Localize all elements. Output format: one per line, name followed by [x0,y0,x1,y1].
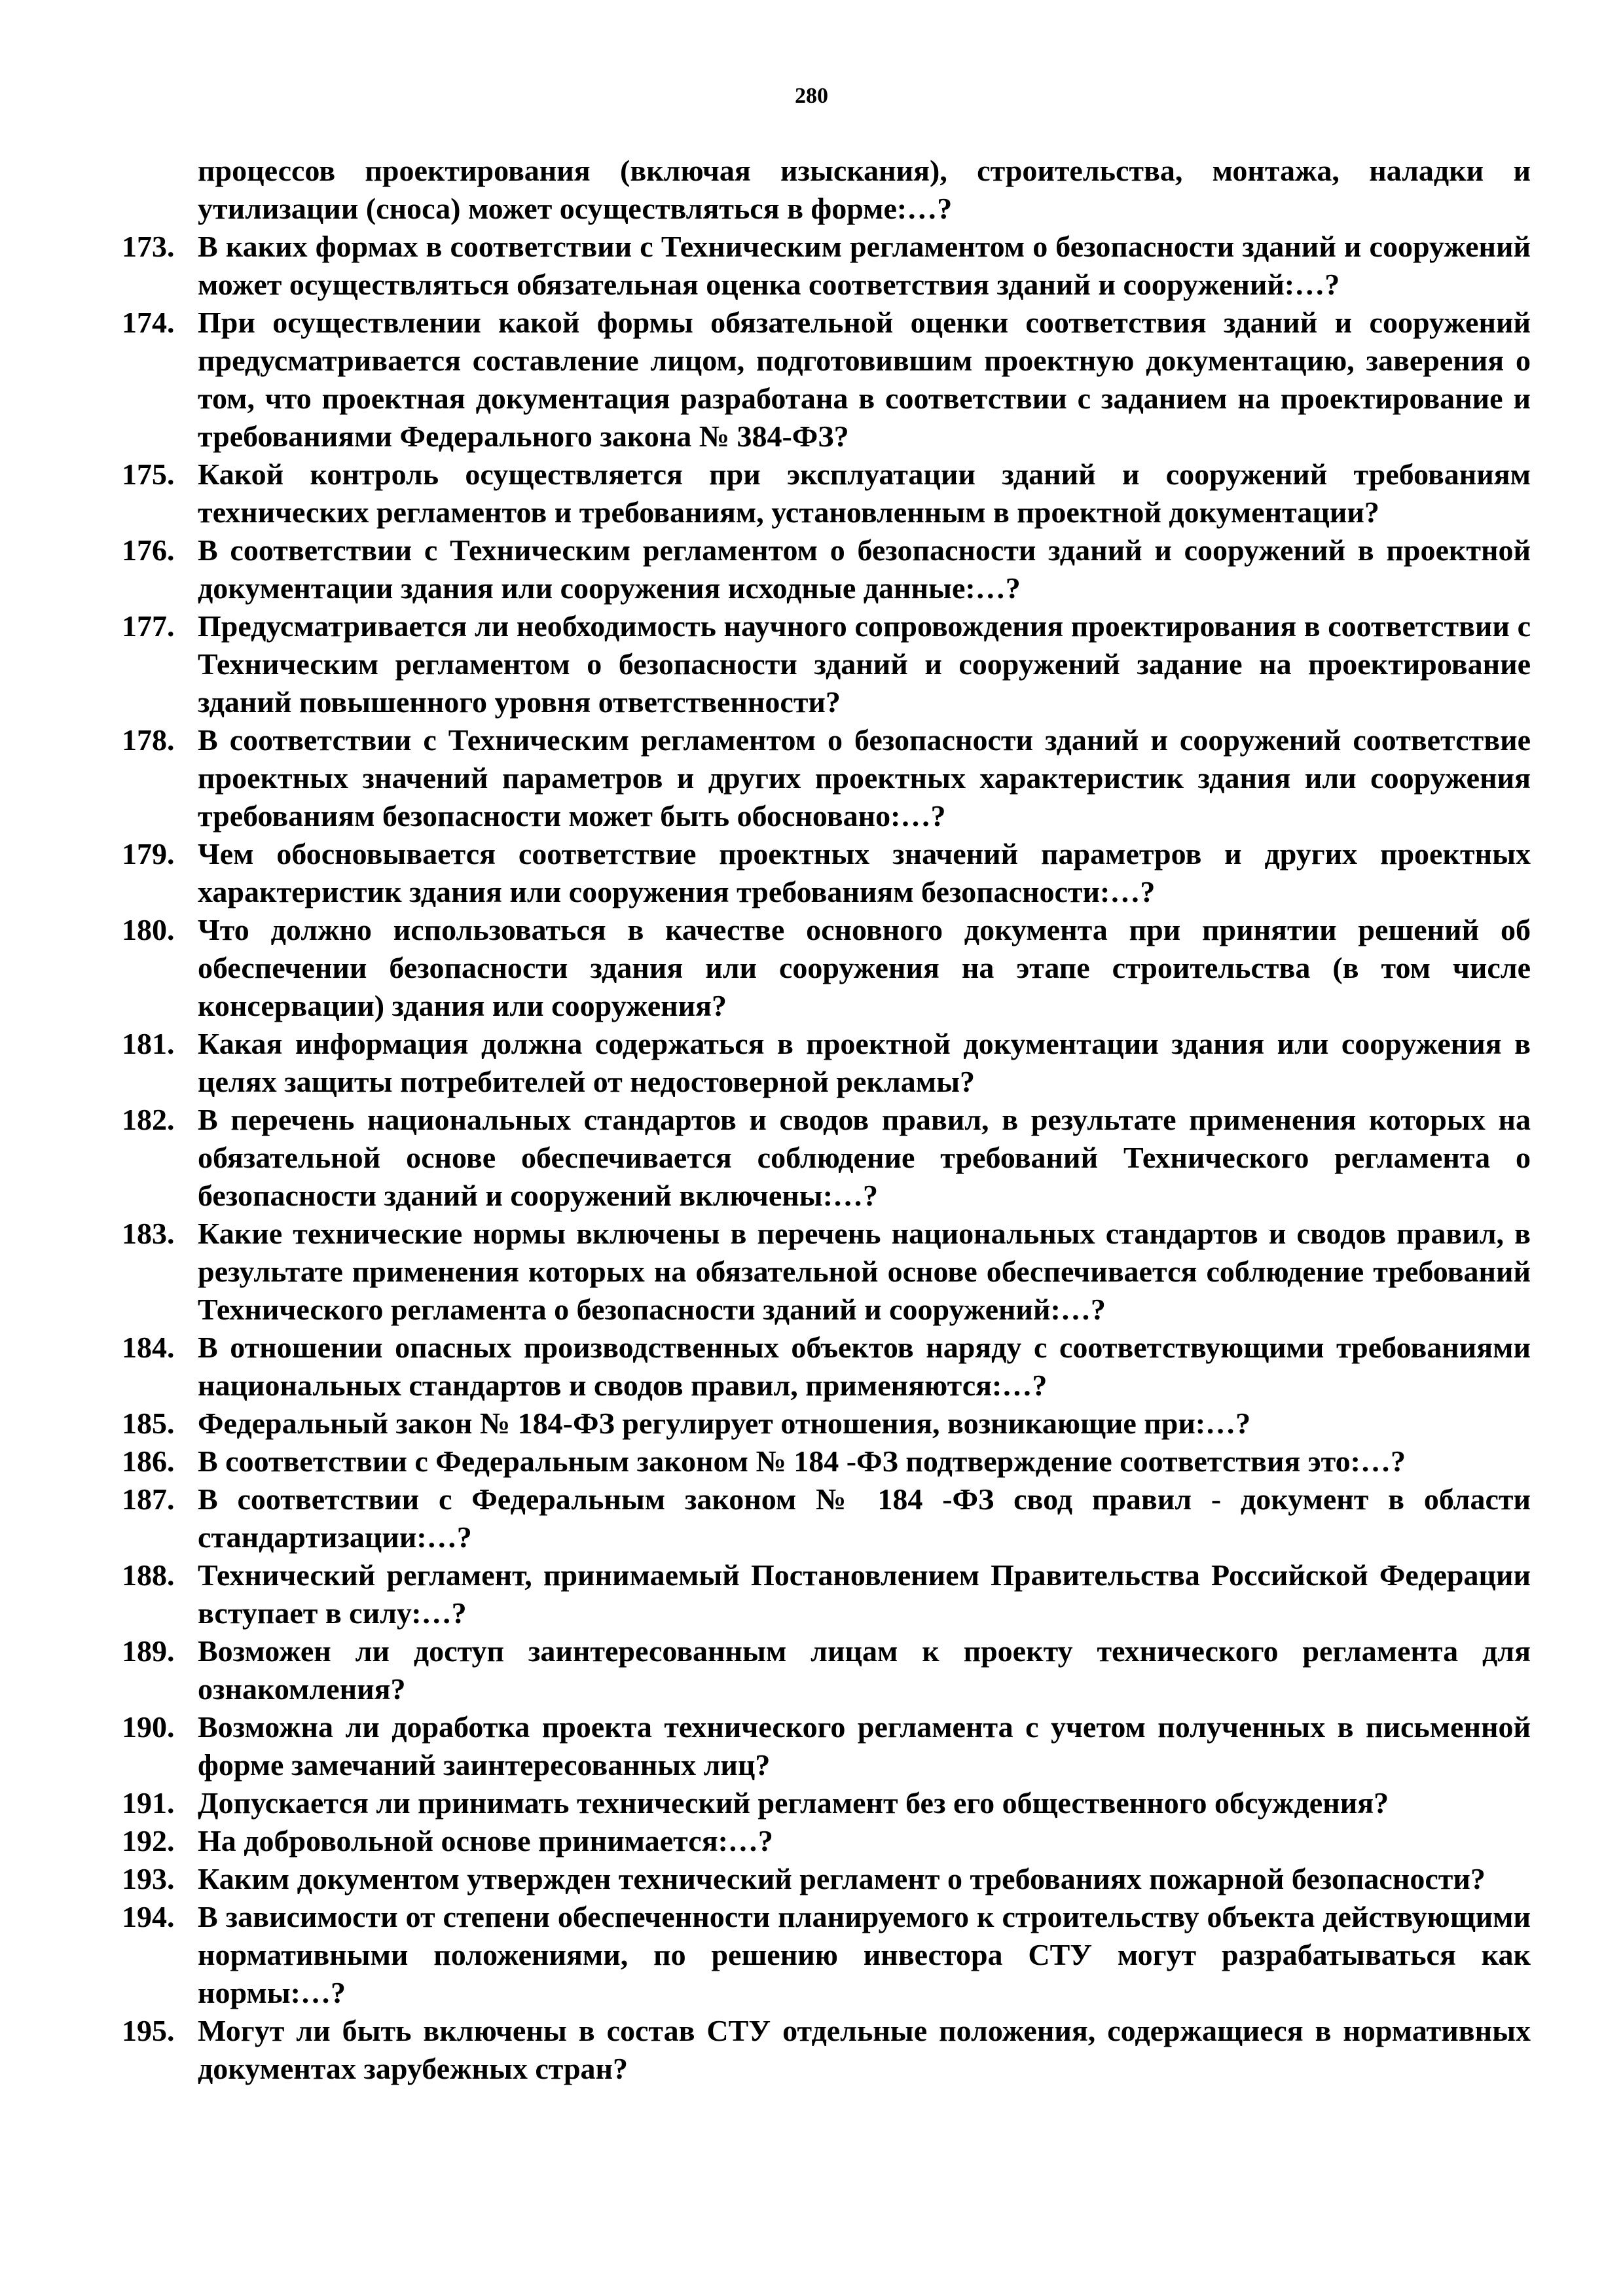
question-text: В соответствии с Техническим регламентом о безопасности зданий и сооружений в проектной документации здания или сооружения исходные данные:…? [198,533,1531,605]
question-item-180 [122,911,1531,1025]
question-text: Какие технические нормы включены в перечень национальных стандартов и сводов правил, в результате применения которых на обязательной основе обеспечивается соблюдение требований Технического регламента о безопасности зданий и сооружений:…? [198,1217,1531,1326]
question-item-191 [122,1784,1531,1822]
page-number: 280 [795,84,828,108]
question-text: В каких формах в соответствии с Техническим регламентом о безопасности зданий и сооружений может осуществляться обязательная оценка соответствия зданий и сооружений:…? [198,230,1531,301]
question-number: 192. [122,1824,175,1857]
question-text: Могут ли быть включены в состав СТУ отдельные положения, содержащиеся в нормативных документах зарубежных стран? [198,2014,1531,2085]
question-item-193 [122,1860,1531,1898]
question-text: Каким документом утвержден технический регламент о требованиях пожарной безопасности? [198,1862,1486,1895]
question-text: Чем обосновывается соответствие проектных значений параметров и других проектных характеристик здания или сооружения требованиям безопасности:…? [198,837,1531,908]
question-number: 179. [122,837,175,870]
question-number: 177. [122,609,175,643]
question-text: В соответствии с Техническим регламентом о безопасности зданий и сооружений соответствие проектных значений параметров и других проектных характеристик здания или сооружения требованиям безопасности может быть обосновано:…? [198,723,1531,833]
question-number: 193. [122,1862,175,1895]
question-number: 194. [122,1900,175,1933]
question-number: 195. [122,2014,175,2047]
question-number: 182. [122,1103,175,1136]
question-item-188 [122,1556,1531,1632]
question-text: Федеральный закон № 184-ФЗ регулирует отношения, возникающие при:…? [198,1407,1251,1440]
question-text: В зависимости от степени обеспеченности планируемого к строительству объекта действующими нормативными положениями, по решению инвестора СТУ могут разрабатываться как нормы:…? [198,1900,1531,2009]
question-list [122,152,1531,2088]
question-number: 190. [122,1710,175,1744]
question-item-185 [122,1405,1531,1443]
question-item-192 [122,1822,1531,1860]
question-text: Что должно использоваться в качестве основного документа при принятии решений об обеспечении безопасности здания или сооружения на этапе строительства (в том числе консервации) здания или сооружения? [198,913,1531,1022]
question-text: Технический регламент, принимаемый Постановлением Правительства Российской Федерации вступает в силу:…? [198,1558,1531,1630]
question-item-187 [122,1480,1531,1556]
question-number: 178. [122,723,175,757]
question-item-186 [122,1443,1531,1480]
question-text: На добровольной основе принимается:…? [198,1824,773,1857]
question-item-179 [122,835,1531,911]
question-item-174 [122,304,1531,456]
question-text: Какой контроль осуществляется при эксплуатации зданий и сооружений требованиям технических регламентов и требованиям, установленным в проектной документации? [198,457,1531,529]
question-number: 176. [122,533,175,567]
question-item-184 [122,1329,1531,1405]
question-number: 173. [122,230,175,263]
question-item-194 [122,1898,1531,2012]
question-item-189 [122,1632,1531,1708]
question-item-176 [122,531,1531,607]
question-text: В соответствии с Федеральным законом № 184 -ФЗ свод правил - документ в области стандартизации:…? [198,1482,1531,1554]
question-item-195 [122,2012,1531,2088]
question-text: В перечень национальных стандартов и сводов правил, в результате применения которых на обязательной основе обеспечивается соблюдение требований Технического регламента о безопасности зданий и сооружений включены:…? [198,1103,1531,1212]
continuation-text: процессов проектирования (включая изыскания), строительства, монтажа, наладки и утилизации (сноса) может осуществляться в форме:…? [198,154,1531,225]
question-number: 174. [122,306,175,339]
question-text: Возможна ли доработка проекта технического регламента с учетом полученных в письменной форме замечаний заинтересованных лиц? [198,1710,1531,1782]
question-number: 186. [122,1444,175,1478]
question-text: В соответствии с Федеральным законом № 184 -ФЗ подтверждение соответствия это:…? [198,1444,1406,1478]
question-text: В отношении опасных производственных объектов наряду с соответствующими требованиями национальных стандартов и сводов правил, применяются:…? [198,1331,1531,1402]
question-text: Предусматривается ли необходимость научного сопровождения проектирования в соответствии с Техническим регламентом о безопасности зданий и сооружений задание на проектирование зданий повышенного уровня ответственности? [198,609,1531,719]
question-item-178 [122,721,1531,835]
question-item-182 [122,1101,1531,1215]
question-text: При осуществлении какой формы обязательной оценки соответствия зданий и сооружений предусматривается составление лицом, подготовившим проектную документацию, заверения о том, что проектная документация разработана в соответствии с заданием на проектирование и требованиями Федерального закона № 384-ФЗ? [198,306,1531,453]
question-number: 183. [122,1217,175,1250]
question-item-183 [122,1215,1531,1329]
question-number: 191. [122,1786,175,1820]
question-item-177 [122,607,1531,721]
question-item-175 [122,456,1531,531]
question-item-190 [122,1708,1531,1784]
question-number: 188. [122,1558,175,1592]
question-number: 187. [122,1482,175,1516]
question-text: Допускается ли принимать технический регламент без его общественного обсуждения? [198,1786,1389,1820]
question-number: 175. [122,457,175,491]
question-number: 181. [122,1027,175,1060]
question-text: Возможен ли доступ заинтересованным лицам к проекту технического регламента для ознакомления? [198,1634,1531,1706]
question-text: Какая информация должна содержаться в проектной документации здания или сооружения в целях защиты потребителей от недостоверной рекламы? [198,1027,1531,1098]
question-number: 185. [122,1407,175,1440]
question-number: 180. [122,913,175,946]
question-item-173 [122,228,1531,304]
question-number: 189. [122,1634,175,1668]
question-item-181 [122,1025,1531,1101]
question-number: 184. [122,1331,175,1364]
